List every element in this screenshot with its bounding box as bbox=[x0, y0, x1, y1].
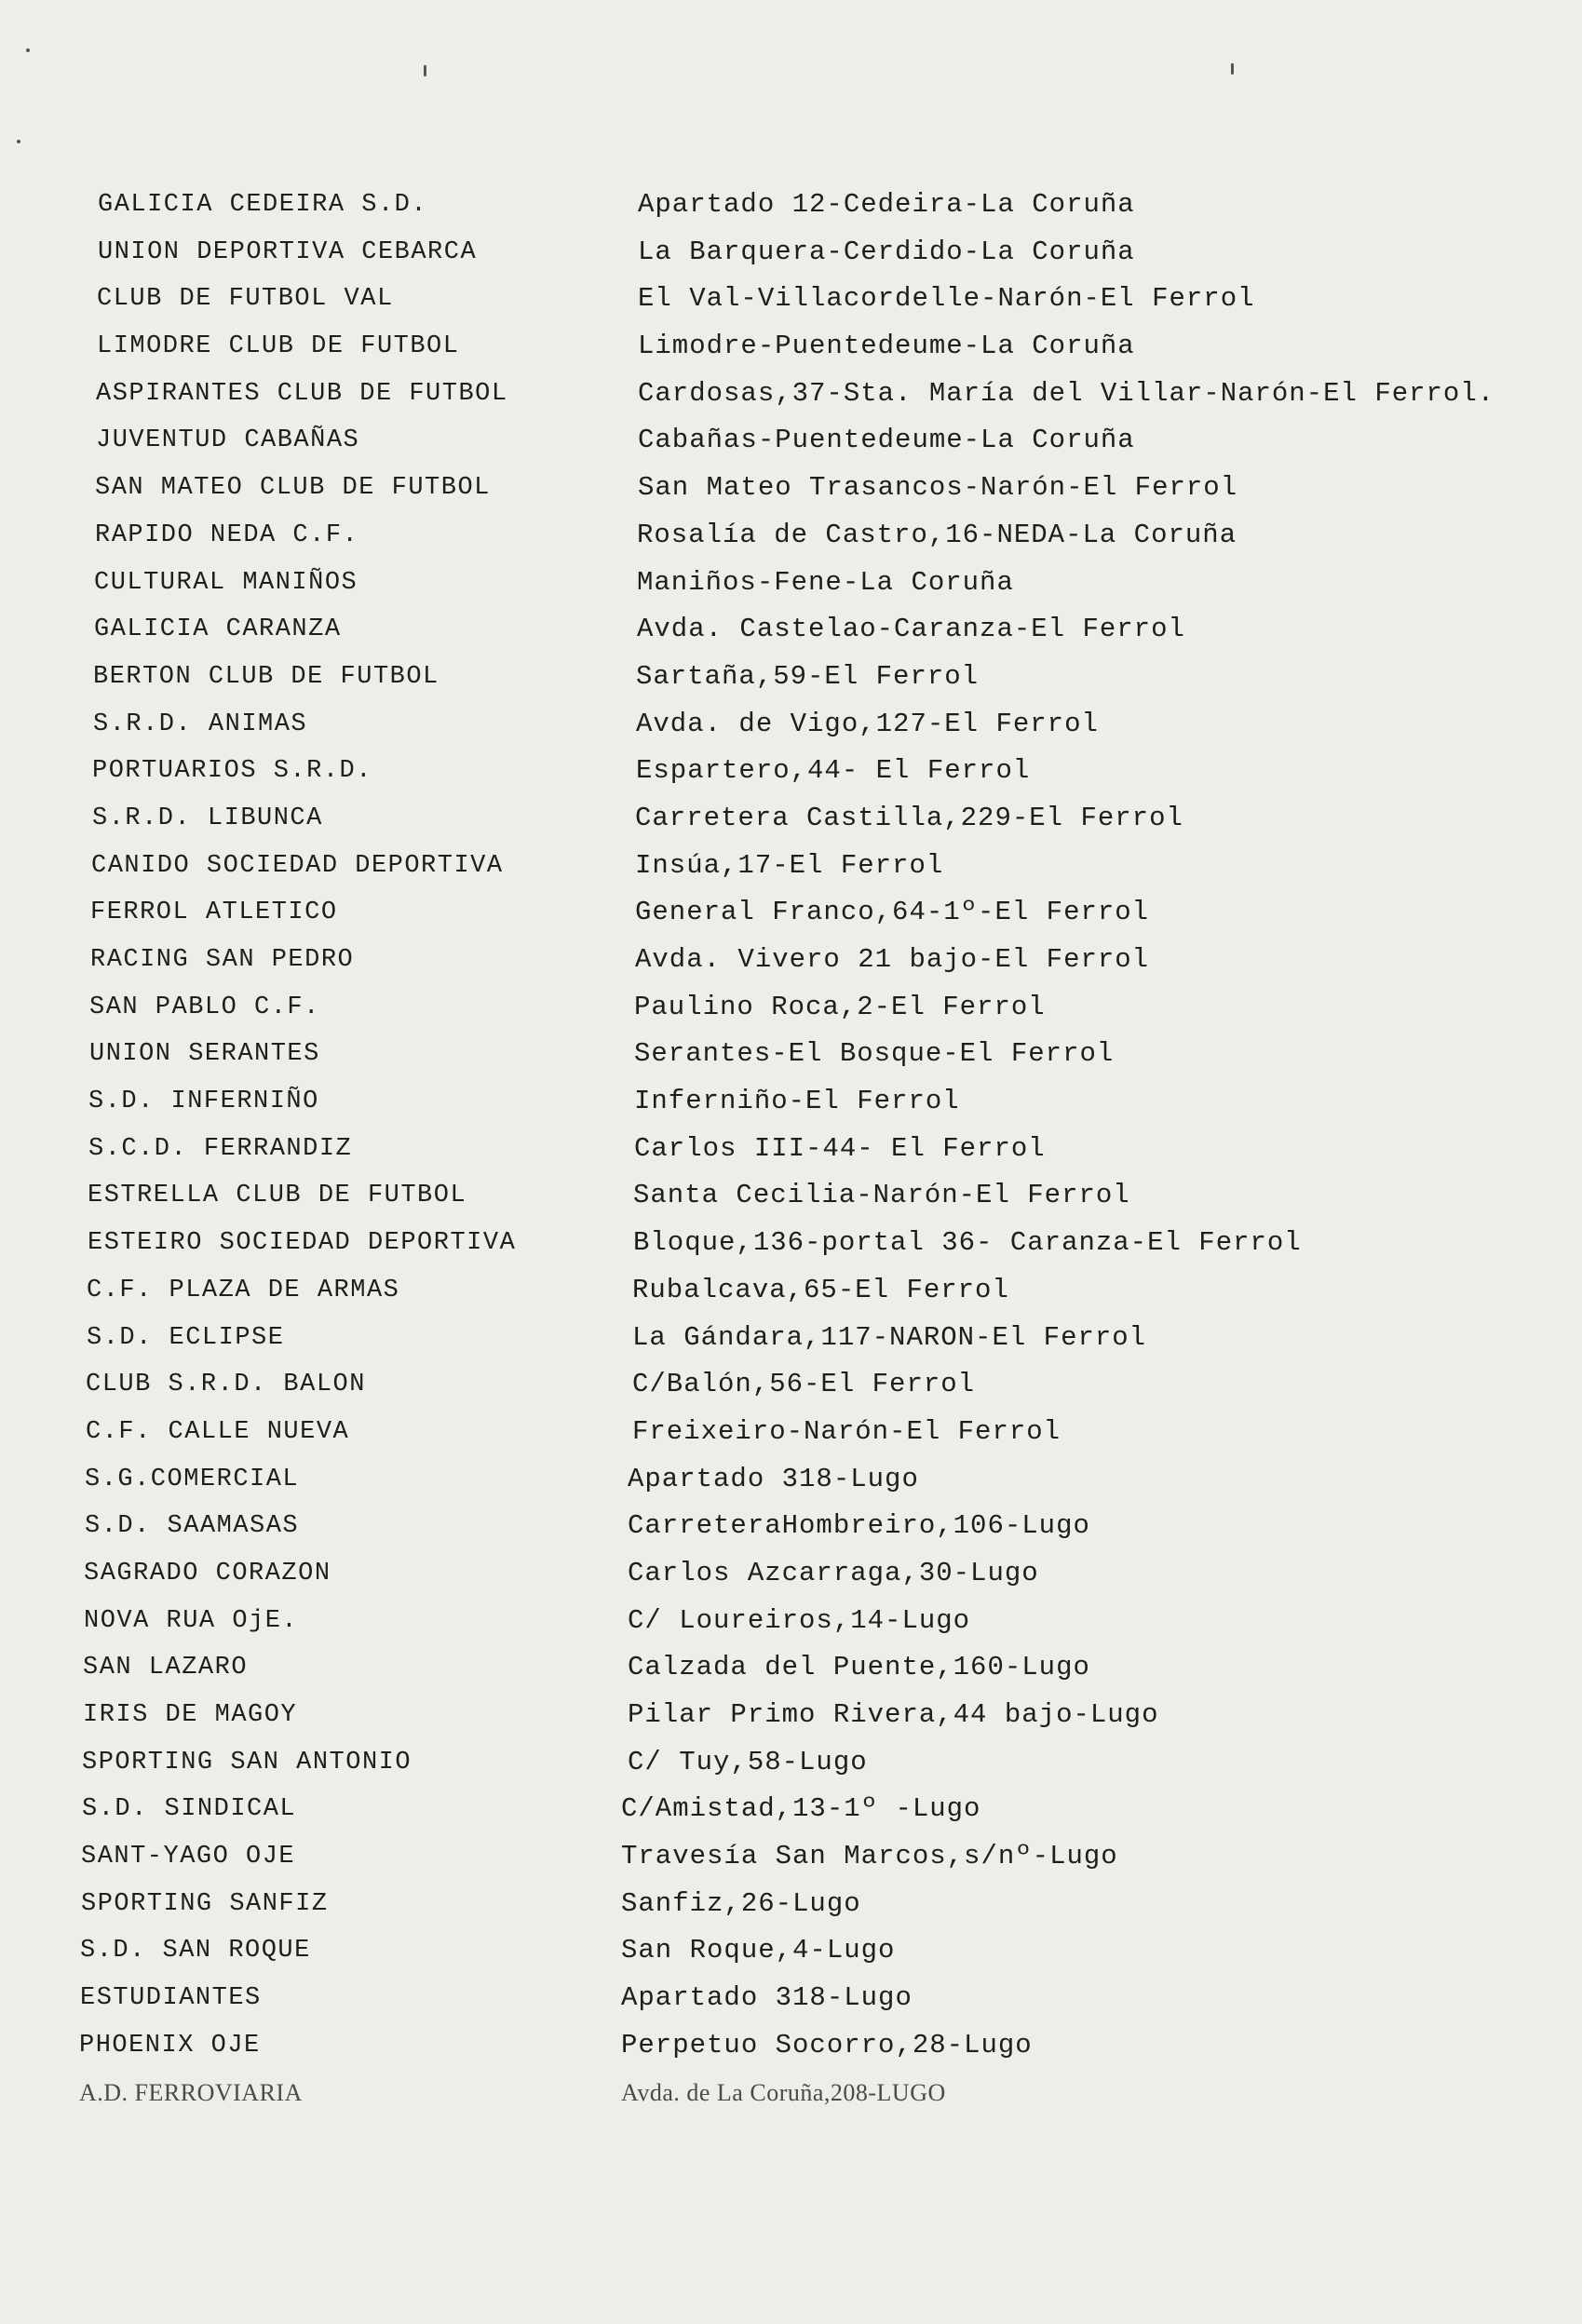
club-address: General Franco,64-1º-El Ferrol bbox=[635, 897, 1150, 928]
club-name: GALICIA CARANZA bbox=[94, 615, 342, 644]
club-address: Sartaña,59-El Ferrol bbox=[636, 660, 980, 692]
club-name: ASPIRANTES CLUB DE FUTBOL bbox=[96, 379, 508, 408]
club-name: GALICIA CEDEIRA S.D. bbox=[98, 191, 428, 219]
list-item bbox=[0, 1267, 1582, 1315]
club-address: Apartado 12-Cedeira-La Coruña bbox=[638, 189, 1135, 220]
club-name: UNION SERANTES bbox=[89, 1040, 320, 1069]
club-name: A.D. FERROVIARIA bbox=[79, 2078, 303, 2106]
club-name: SAN LAZARO bbox=[83, 1654, 249, 1682]
club-address: Pilar Primo Rivera,44 bajo-Lugo bbox=[628, 1699, 1159, 1730]
club-address: El Val-Villacordelle-Narón-El Ferrol bbox=[638, 283, 1255, 315]
list-item bbox=[0, 889, 1582, 937]
club-address: La Gándara,117-NARON-El Ferrol bbox=[632, 1321, 1147, 1353]
club-name: SPORTING SANFIZ bbox=[81, 1889, 329, 1918]
club-address: C/Balón,56-El Ferrol bbox=[632, 1369, 976, 1400]
list-item bbox=[0, 417, 1582, 465]
club-address: Sanfiz,26-Lugo bbox=[621, 1887, 861, 1919]
club-address: Insúa,17-El Ferrol bbox=[635, 849, 944, 881]
list-item bbox=[0, 512, 1582, 560]
club-address: La Barquera-Cerdido-La Coruña bbox=[638, 236, 1135, 267]
club-address: Bloque,136-portal 36- Caranza-El Ferrol bbox=[633, 1227, 1302, 1259]
list-item bbox=[0, 1503, 1582, 1550]
club-address: Inferniño-El Ferrol bbox=[634, 1086, 960, 1117]
list-item bbox=[0, 1739, 1582, 1787]
club-name: JUVENTUD CABAÑAS bbox=[96, 426, 360, 455]
club-name: RACING SAN PEDRO bbox=[90, 946, 355, 974]
club-name: CLUB DE FUTBOL VAL bbox=[97, 285, 394, 314]
club-address: C/Amistad,13-1º -Lugo bbox=[621, 1793, 981, 1825]
list-item bbox=[0, 1975, 1582, 2022]
list-item bbox=[0, 1692, 1582, 1739]
club-name: S.D. SINDICAL bbox=[82, 1795, 297, 1824]
list-item bbox=[0, 1456, 1582, 1504]
club-address: Cabañas-Puentedeume-La Coruña bbox=[638, 425, 1135, 456]
club-name: ESTRELLA CLUB DE FUTBOL bbox=[88, 1182, 467, 1210]
club-name: SANT-YAGO OJE bbox=[81, 1843, 296, 1871]
list-item bbox=[0, 560, 1582, 607]
club-address: Carlos Azcarraga,30-Lugo bbox=[628, 1557, 1039, 1588]
club-address: Paulino Roca,2-El Ferrol bbox=[634, 991, 1046, 1022]
club-name: PHOENIX OJE bbox=[79, 2031, 261, 2060]
list-item bbox=[0, 795, 1582, 843]
list-item bbox=[0, 1409, 1582, 1456]
club-address: C/ Tuy,58-Lugo bbox=[628, 1746, 868, 1777]
club-name: S.D. ECLIPSE bbox=[87, 1323, 285, 1352]
list-item bbox=[0, 2070, 1582, 2117]
club-name: FERROL ATLETICO bbox=[90, 899, 338, 927]
club-name: LIMODRE CLUB DE FUTBOL bbox=[97, 332, 460, 361]
club-name: S.R.D. ANIMAS bbox=[93, 709, 308, 738]
list-item bbox=[0, 1315, 1582, 1362]
club-name: PORTUARIOS S.R.D. bbox=[92, 757, 372, 786]
club-name: RAPIDO NEDA C.F. bbox=[95, 520, 359, 549]
tick-mark-top-right bbox=[1231, 63, 1234, 74]
specks-left bbox=[17, 140, 20, 143]
list-item bbox=[0, 843, 1582, 890]
club-name: CANIDO SOCIEDAD DEPORTIVA bbox=[91, 851, 504, 880]
list-item bbox=[0, 748, 1582, 795]
list-item bbox=[0, 1881, 1582, 1928]
list-item bbox=[0, 984, 1582, 1032]
club-address: Serantes-El Bosque-El Ferrol bbox=[634, 1038, 1115, 1070]
club-name: CULTURAL MANIÑOS bbox=[94, 568, 358, 597]
list-item bbox=[0, 371, 1582, 418]
club-address: Freixeiro-Narón-El Ferrol bbox=[632, 1415, 1061, 1447]
club-address: Perpetuo Socorro,28-Lugo bbox=[621, 2029, 1033, 2061]
list-item bbox=[0, 1598, 1582, 1645]
club-name: SAN MATEO CLUB DE FUTBOL bbox=[95, 474, 491, 503]
club-name: SPORTING SAN ANTONIO bbox=[82, 1748, 412, 1777]
club-address: Calzada del Puente,160-Lugo bbox=[628, 1652, 1090, 1683]
list-item bbox=[0, 1361, 1582, 1409]
list-item bbox=[0, 1078, 1582, 1126]
club-address: Avda. Castelao-Caranza-El Ferrol bbox=[637, 614, 1185, 645]
club-address: Avda. de La Coruña,208-LUGO bbox=[621, 2078, 946, 2106]
club-name: C.F. PLAZA DE ARMAS bbox=[87, 1276, 400, 1304]
list-item bbox=[0, 229, 1582, 277]
club-name: ESTUDIANTES bbox=[80, 1984, 262, 2013]
list-item bbox=[0, 1550, 1582, 1598]
club-name: C.F. CALLE NUEVA bbox=[86, 1417, 350, 1446]
club-address: San Roque,4-Lugo bbox=[621, 1935, 896, 1966]
list-item bbox=[0, 654, 1582, 701]
club-list bbox=[0, 182, 1582, 2116]
club-address: Rosalía de Castro,16-NEDA-La Coruña bbox=[637, 519, 1237, 550]
club-address: Cardosas,37-Sta. María del Villar-Narón-El Ferrol. bbox=[638, 377, 1495, 409]
list-item bbox=[0, 1927, 1582, 1975]
list-item bbox=[0, 606, 1582, 654]
club-address: Apartado 318-Lugo bbox=[628, 1463, 919, 1494]
club-address: Espartero,44- El Ferrol bbox=[636, 755, 1031, 787]
list-item bbox=[0, 276, 1582, 323]
specks-top-left bbox=[26, 48, 30, 52]
list-item bbox=[0, 465, 1582, 512]
club-address: Avda. de Vigo,127-El Ferrol bbox=[636, 708, 1099, 739]
list-item bbox=[0, 1126, 1582, 1173]
list-item bbox=[0, 1220, 1582, 1267]
club-address: C/ Loureiros,14-Lugo bbox=[628, 1604, 971, 1636]
club-address: San Mateo Trasancos-Narón-El Ferrol bbox=[638, 472, 1238, 504]
club-address: Limodre-Puentedeume-La Coruña bbox=[638, 331, 1135, 362]
list-item bbox=[0, 701, 1582, 749]
club-name: S.R.D. LIBUNCA bbox=[92, 804, 323, 832]
list-item bbox=[0, 1644, 1582, 1692]
club-address: Santa Cecilia-Narón-El Ferrol bbox=[633, 1180, 1130, 1211]
list-item bbox=[0, 2022, 1582, 2070]
list-item bbox=[0, 323, 1582, 371]
club-name: SAN PABLO C.F. bbox=[89, 993, 320, 1021]
club-name: UNION DEPORTIVA CEBARCA bbox=[98, 237, 478, 266]
list-item bbox=[0, 182, 1582, 229]
list-item bbox=[0, 1833, 1582, 1881]
tick-mark-top bbox=[424, 65, 426, 76]
club-name: SAGRADO CORAZON bbox=[84, 1559, 331, 1588]
club-name: S.D. INFERNIÑO bbox=[88, 1088, 319, 1116]
club-name: NOVA RUA OjE. bbox=[84, 1606, 299, 1635]
club-address: Avda. Vivero 21 bajo-El Ferrol bbox=[635, 944, 1150, 975]
club-address: Maniños-Fene-La Coruña bbox=[637, 566, 1014, 598]
club-address: Rubalcava,65-El Ferrol bbox=[632, 1274, 1009, 1305]
list-item bbox=[0, 937, 1582, 984]
list-item bbox=[0, 1172, 1582, 1220]
list-item bbox=[0, 1786, 1582, 1833]
club-address: Travesía San Marcos,s/nº-Lugo bbox=[621, 1841, 1118, 1872]
club-address: Carlos III-44- El Ferrol bbox=[634, 1132, 1046, 1164]
club-name: IRIS DE MAGOY bbox=[83, 1701, 298, 1729]
club-name: BERTON CLUB DE FUTBOL bbox=[93, 662, 439, 691]
club-name: CLUB S.R.D. BALON bbox=[86, 1371, 366, 1399]
club-name: S.D. SAN ROQUE bbox=[80, 1937, 311, 1966]
club-address: CarreteraHombreiro,106-Lugo bbox=[628, 1510, 1090, 1542]
club-name: ESTEIRO SOCIEDAD DEPORTIVA bbox=[88, 1229, 517, 1258]
club-name: S.D. SAAMASAS bbox=[85, 1512, 300, 1541]
club-address: Apartado 318-Lugo bbox=[621, 1982, 913, 2014]
club-name: S.G.COMERCIAL bbox=[85, 1465, 300, 1493]
club-address: Carretera Castilla,229-El Ferrol bbox=[635, 802, 1183, 833]
list-item bbox=[0, 1031, 1582, 1078]
club-name: S.C.D. FERRANDIZ bbox=[88, 1134, 353, 1163]
